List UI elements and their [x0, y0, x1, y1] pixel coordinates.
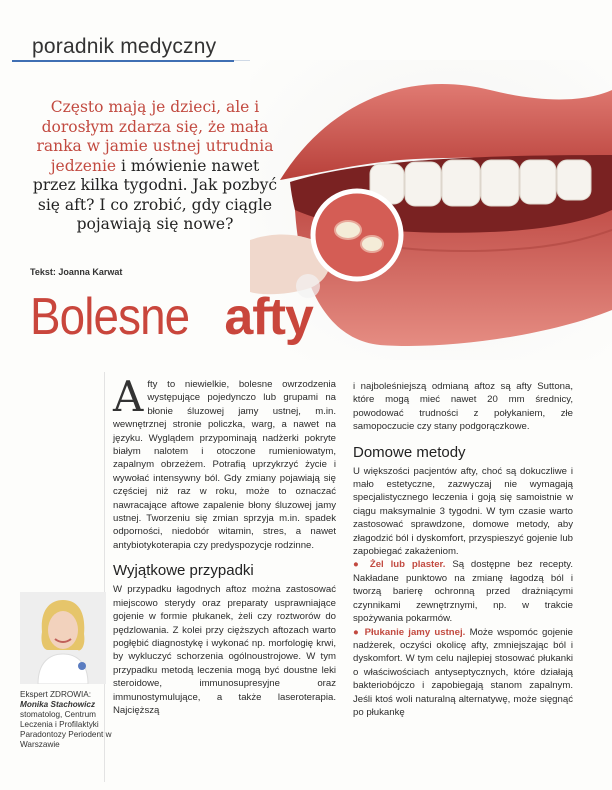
headline — [30, 286, 313, 348]
afta-ulcer — [335, 221, 361, 239]
drop-cap: A — [113, 372, 144, 421]
subheading: Domowe metody — [353, 443, 466, 461]
lead-paragraph — [30, 98, 280, 235]
afta-ulcer — [361, 236, 383, 252]
headline-light: Bolesne — [30, 288, 190, 346]
expert-label: Ekspert ZDROWIA: — [20, 690, 91, 699]
lead-dark: i mówienie nawet przez kilka tygodni. Jak pozbyć się aft? I co zrobić, gdy ciągle pojawiają się nowe? — [32, 156, 278, 233]
bullet-item — [353, 626, 573, 720]
bullet-head: ● Żel lub plaster. — [353, 559, 446, 571]
section-label: poradnik medyczny — [32, 35, 217, 58]
bullet-item — [353, 558, 573, 625]
lead-accent: Często mają je dzieci, ale i dorosłym zdarza się, że mała ranka w jamie ustnej utrudnia jedzenie — [36, 98, 274, 175]
article-column-2 — [353, 380, 573, 719]
article-column-1 — [113, 372, 336, 717]
expert-name: Monika Stachowicz — [20, 700, 96, 709]
expert-caption — [20, 690, 112, 750]
header-rule — [12, 60, 234, 62]
expert-description: stomatolog, Centrum Leczenia i Profilaktyki Paradontozy Periodent w Warszawie — [20, 710, 112, 749]
article-intro: fty to niewielkie, bolesne owrzodzenia występujące pojedynczo lub grupami na błonie śluzowej jamy ustnej, m.in. wewnętrznej stronie policzka, warg, a nawet na języku. Wyglądem przypominają nadżerki pokryte białym nalotem i otoczone rumieniowatym, zapalnym obrzeżem. Potrafią uprzykrzyć życie i wywołać intensywny ból. Gdy zmiany pojawiają się częściej niż raz w roku, może to oznaczać nawracające aftowe zapalenie błony śluzowej jamy ustnej. Tworzeniu się zmian sprzyja m.in. spadek odporności, niedobór witamin, stres, a nawet antybiotykoterapia czy predyspozycje rodzinne. — [113, 379, 336, 551]
headline-bold: afty — [224, 288, 313, 346]
bullet-head: ● Płukanie jamy ustnej. — [353, 626, 466, 638]
bullet-text: Są dostępne bez recepty. Nakładane punktowo na zmianę łagodzą ból i tworzą barierę ochronną przed drażniącymi czynnikami zewnętrznymi, np. w trakcie spożywania pokarmów. — [353, 559, 573, 625]
bullet-text: Może wspomóc gojenie nadżerek, oczyści okolicę afty, zmniejszając ból i dyskomfort. W tym celu najlepiej stosować płukanki o właściwościach antyseptycznych, które działają bakteriobójczo i zapobiegają stanom zapalnym. Jeśli ktoś woli naturalną alternatywę, może sięgnąć po płukankę — [353, 626, 573, 718]
article-paragraph: i najboleśniejszą odmianą aftoz są afty Suttona, które mogą mieć nawet 20 mm średnicy, powodować trudności z połykaniem, złe samopoczucie czy stany podgorączkowe. — [353, 381, 573, 433]
article-paragraph: U większości pacjentów afty, choć są dokuczliwe i mało estetyczne, zazwyczaj nie wymagają specjalistycznego leczenia i goją się samoistnie w ciągu maksymalnie 3 tygodni. W tym czasie warto zastosować sprawdzone, domowe metody, aby złagodzić ból i dyskomfort, przyspieszyć gojenie lub zapobiegać zakażeniom. — [353, 465, 573, 558]
byline: Tekst: Joanna Karwat — [30, 267, 123, 277]
subheading: Wyjątkowe przypadki — [113, 562, 254, 580]
expert-photo — [20, 592, 106, 684]
article-paragraph: W przypadku łagodnych aftoz można zastosować miejscowo sterydy oraz preparaty usprawniające gojenie w formie płukanek, żeli czy roztworów do pędzlowania. Z kolei przy cięższych aftozach warto pogłębić diagnostykę i wykonać np. morfologię krwi, by wykluczyć schorzenia ogólnoustrojowe. W tym przypadku metodą leczenia mogą być doustne leki steroidowe, immunosupresyjne oraz immunostymulujące, a także laseroterapia. Najcięższą — [113, 584, 336, 716]
